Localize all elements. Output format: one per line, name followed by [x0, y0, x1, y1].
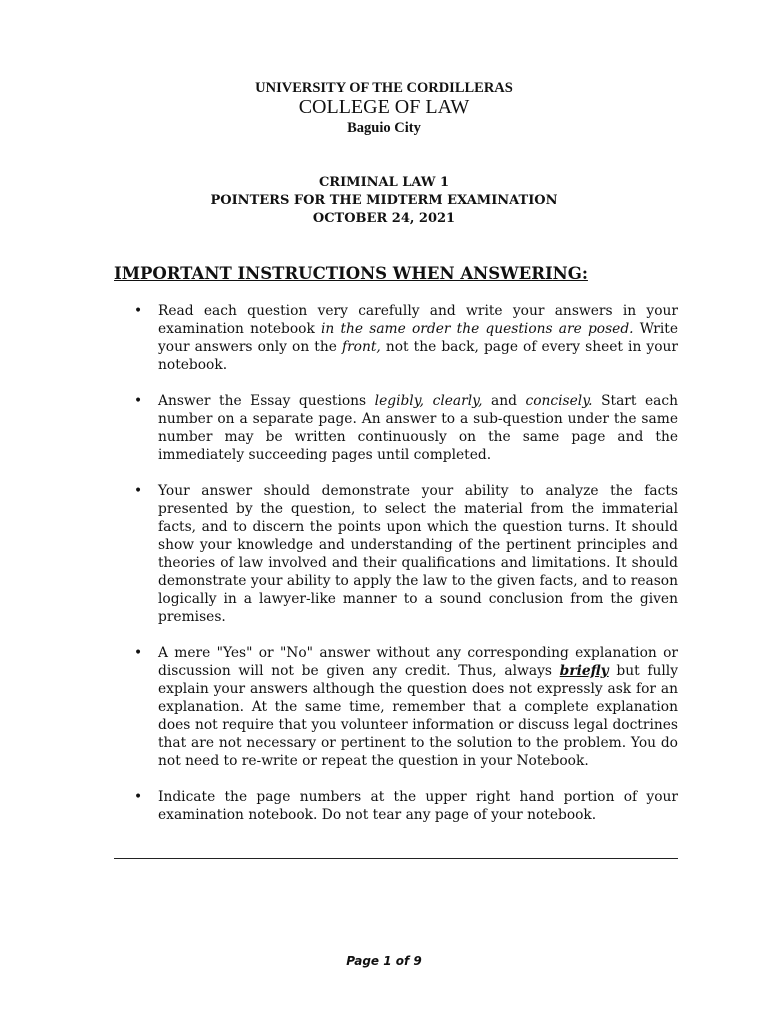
list-item: • Read each question very carefully and write your answers in your examination notebook in the same order the questions are posed. Write your answers only on the front, not the back, page of every sheet in your notebook.	[134, 303, 679, 373]
college-name: COLLEGE OF LAW	[298, 96, 470, 118]
list-item: • A mere "Yes" or "No" answer without any corresponding explanation or discussion will not be given any credit. Thus, always briefly but fully explain your answers although the question does not expressly ask for an explanation. At the same time, remember that a complete explanation does not require that you volunteer information or discuss legal doctrines that are not necessary or pertinent to the solution to the problem. You do not need to re-write or repeat the question in your Notebook.	[134, 645, 678, 769]
instructions-heading: IMPORTANT INSTRUCTIONS WHEN ANSWERING:	[114, 264, 588, 283]
divider	[114, 858, 678, 859]
exam-title: POINTERS FOR THE MIDTERM EXAMINATION	[210, 193, 558, 208]
bullet-icon: •	[134, 483, 143, 499]
instruction-list	[114, 302, 678, 842]
course-title: CRIMINAL LAW 1	[318, 175, 450, 190]
university-name: UNIVERSITY OF THE CORDILLERAS	[255, 80, 513, 96]
bullet-icon: •	[134, 645, 143, 661]
list-item: • Your answer should demonstrate your ability to analyze the facts presented by the question, to select the material from the immaterial facts, and to discern the points upon which the question turns. It should show your knowledge and understanding of the pertinent principles and theories of law involved and their qualifications and limitations. It should demonstrate your ability to apply the law to the given facts, and to reason logically in a lawyer-like manner to a sound conclusion from the given premises.	[134, 483, 678, 625]
bullet-icon: •	[134, 303, 143, 319]
exam-date: OCTOBER 24, 2021	[312, 211, 456, 226]
bullet-icon: •	[134, 789, 143, 805]
list-item: • Answer the Essay questions legibly, clearly, and concisely. Start each number on a separate page. An answer to a sub-question under the same number may be written continuously on the same page and the immediately succeeding pages until completed.	[134, 393, 678, 463]
list-item: • Indicate the page numbers at the upper right hand portion of your examination notebook. Do not tear any page of your notebook.	[134, 789, 678, 823]
city-name: Baguio City	[347, 120, 421, 136]
page-number: Page 1 of 9	[346, 954, 422, 968]
bullet-icon: •	[134, 393, 143, 409]
